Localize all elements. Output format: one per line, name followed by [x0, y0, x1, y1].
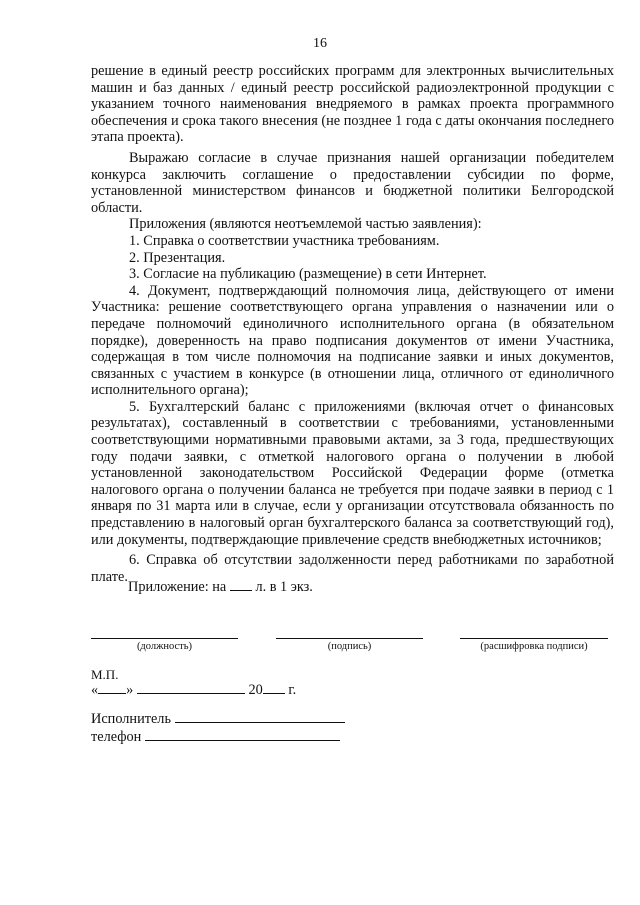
day-blank[interactable] [98, 693, 126, 694]
stamp-label: М.П. [91, 667, 119, 682]
paragraph-consent: Выражаю согласие в случае признания нашей организации победителем конкурса заключить соглашение о предоставлении субсидии по форме, установленной министерством финансов и бюджетной политики Белгородской области. [91, 149, 614, 216]
attachment-item-4: 4. Документ, подтверждающий полномочия лица, действующего от имени Участника: решение соответствующего органа управления о назначении или о передаче полномочий единоличного исполнительного органа (в обязательном порядке), доверенность на право подписания документов от имени Участника, содержащая в том числе полномочия на подписание заявки и иных документов, связанных с участием в конкурсе (в отношении лица, отличного от единоличного исполнительного органа); [91, 282, 614, 399]
date-line [91, 682, 296, 699]
decoding-caption: (расшифровка подписи) [480, 641, 588, 652]
executor-line [91, 711, 345, 728]
document-body [91, 63, 614, 585]
signature-decoding-field[interactable] [460, 634, 608, 652]
attachment-item-5: 5. Бухгалтерский баланс с приложениями (включая отчет о финансовых результатах), составленный в соответствии с требованиями, установленными соответствующими нормативными правовыми актами, за 3 года, предшествующих году подачи заявки, с отметкой налогового органа о получении в любой установленной законодательством Российской Федерации форме (отметка налогового органа о получении баланса не требуется при подаче заявки в период с 1 января по 31 марта или в случае, если у организации отсутствовала обязанность по представлению в налоговый орган бухгалтерского баланса за соответствующий год), или документы, подтверждающие привлечение средств внебюджетных источников; [91, 398, 614, 548]
executor-blank[interactable] [175, 722, 345, 723]
year-prefix: 20 [248, 682, 263, 698]
paragraph-attachments-heading: Приложения (являются неотъемлемой частью заявления): [129, 216, 482, 233]
date-close-quote: » [126, 682, 134, 698]
year-blank[interactable] [263, 693, 285, 694]
month-blank[interactable] [137, 693, 245, 694]
position-caption: (должность) [136, 641, 193, 652]
signature-caption: (подпись) [327, 641, 372, 652]
attachment-item-3: 3. Согласие на публикацию (размещение) в сети Интернет. [129, 266, 487, 283]
year-suffix: г. [288, 682, 297, 698]
attachment-item-6: 6. Справка об отсутствии задолженности перед работниками по заработной плате. [91, 552, 614, 585]
signature-field[interactable] [276, 634, 423, 652]
attachment-item-2: 2. Презентация. [129, 249, 226, 266]
appendix-prefix: Приложение: на [128, 579, 227, 595]
position-line [91, 634, 238, 639]
page-number: 16 [313, 36, 327, 51]
decoding-line [460, 634, 608, 639]
appendix-pages-blank[interactable] [230, 590, 252, 591]
position-signature-field[interactable] [91, 634, 238, 652]
phone-line [91, 729, 340, 746]
executor-label: Исполнитель [91, 711, 171, 727]
attachment-item-1: 1. Справка о соответствии участника требованиям. [129, 232, 440, 249]
appendix-suffix: л. в 1 экз. [255, 579, 313, 595]
signature-line [276, 634, 423, 639]
phone-label: телефон [91, 729, 142, 745]
date-open-quote: « [91, 682, 99, 698]
phone-blank[interactable] [145, 740, 340, 741]
appendix-line [128, 579, 313, 596]
paragraph-registry-continuation: решение в единый реестр российских программ для электронных вычислительных машин и баз данных / единый реестр российской радиоэлектронной продукции с указанием точного наименования внедряемого в рамках проекта программного обеспечения и срока такого внесения (не позднее 1 года с даты окончания последнего этапа проекта). [91, 63, 614, 146]
